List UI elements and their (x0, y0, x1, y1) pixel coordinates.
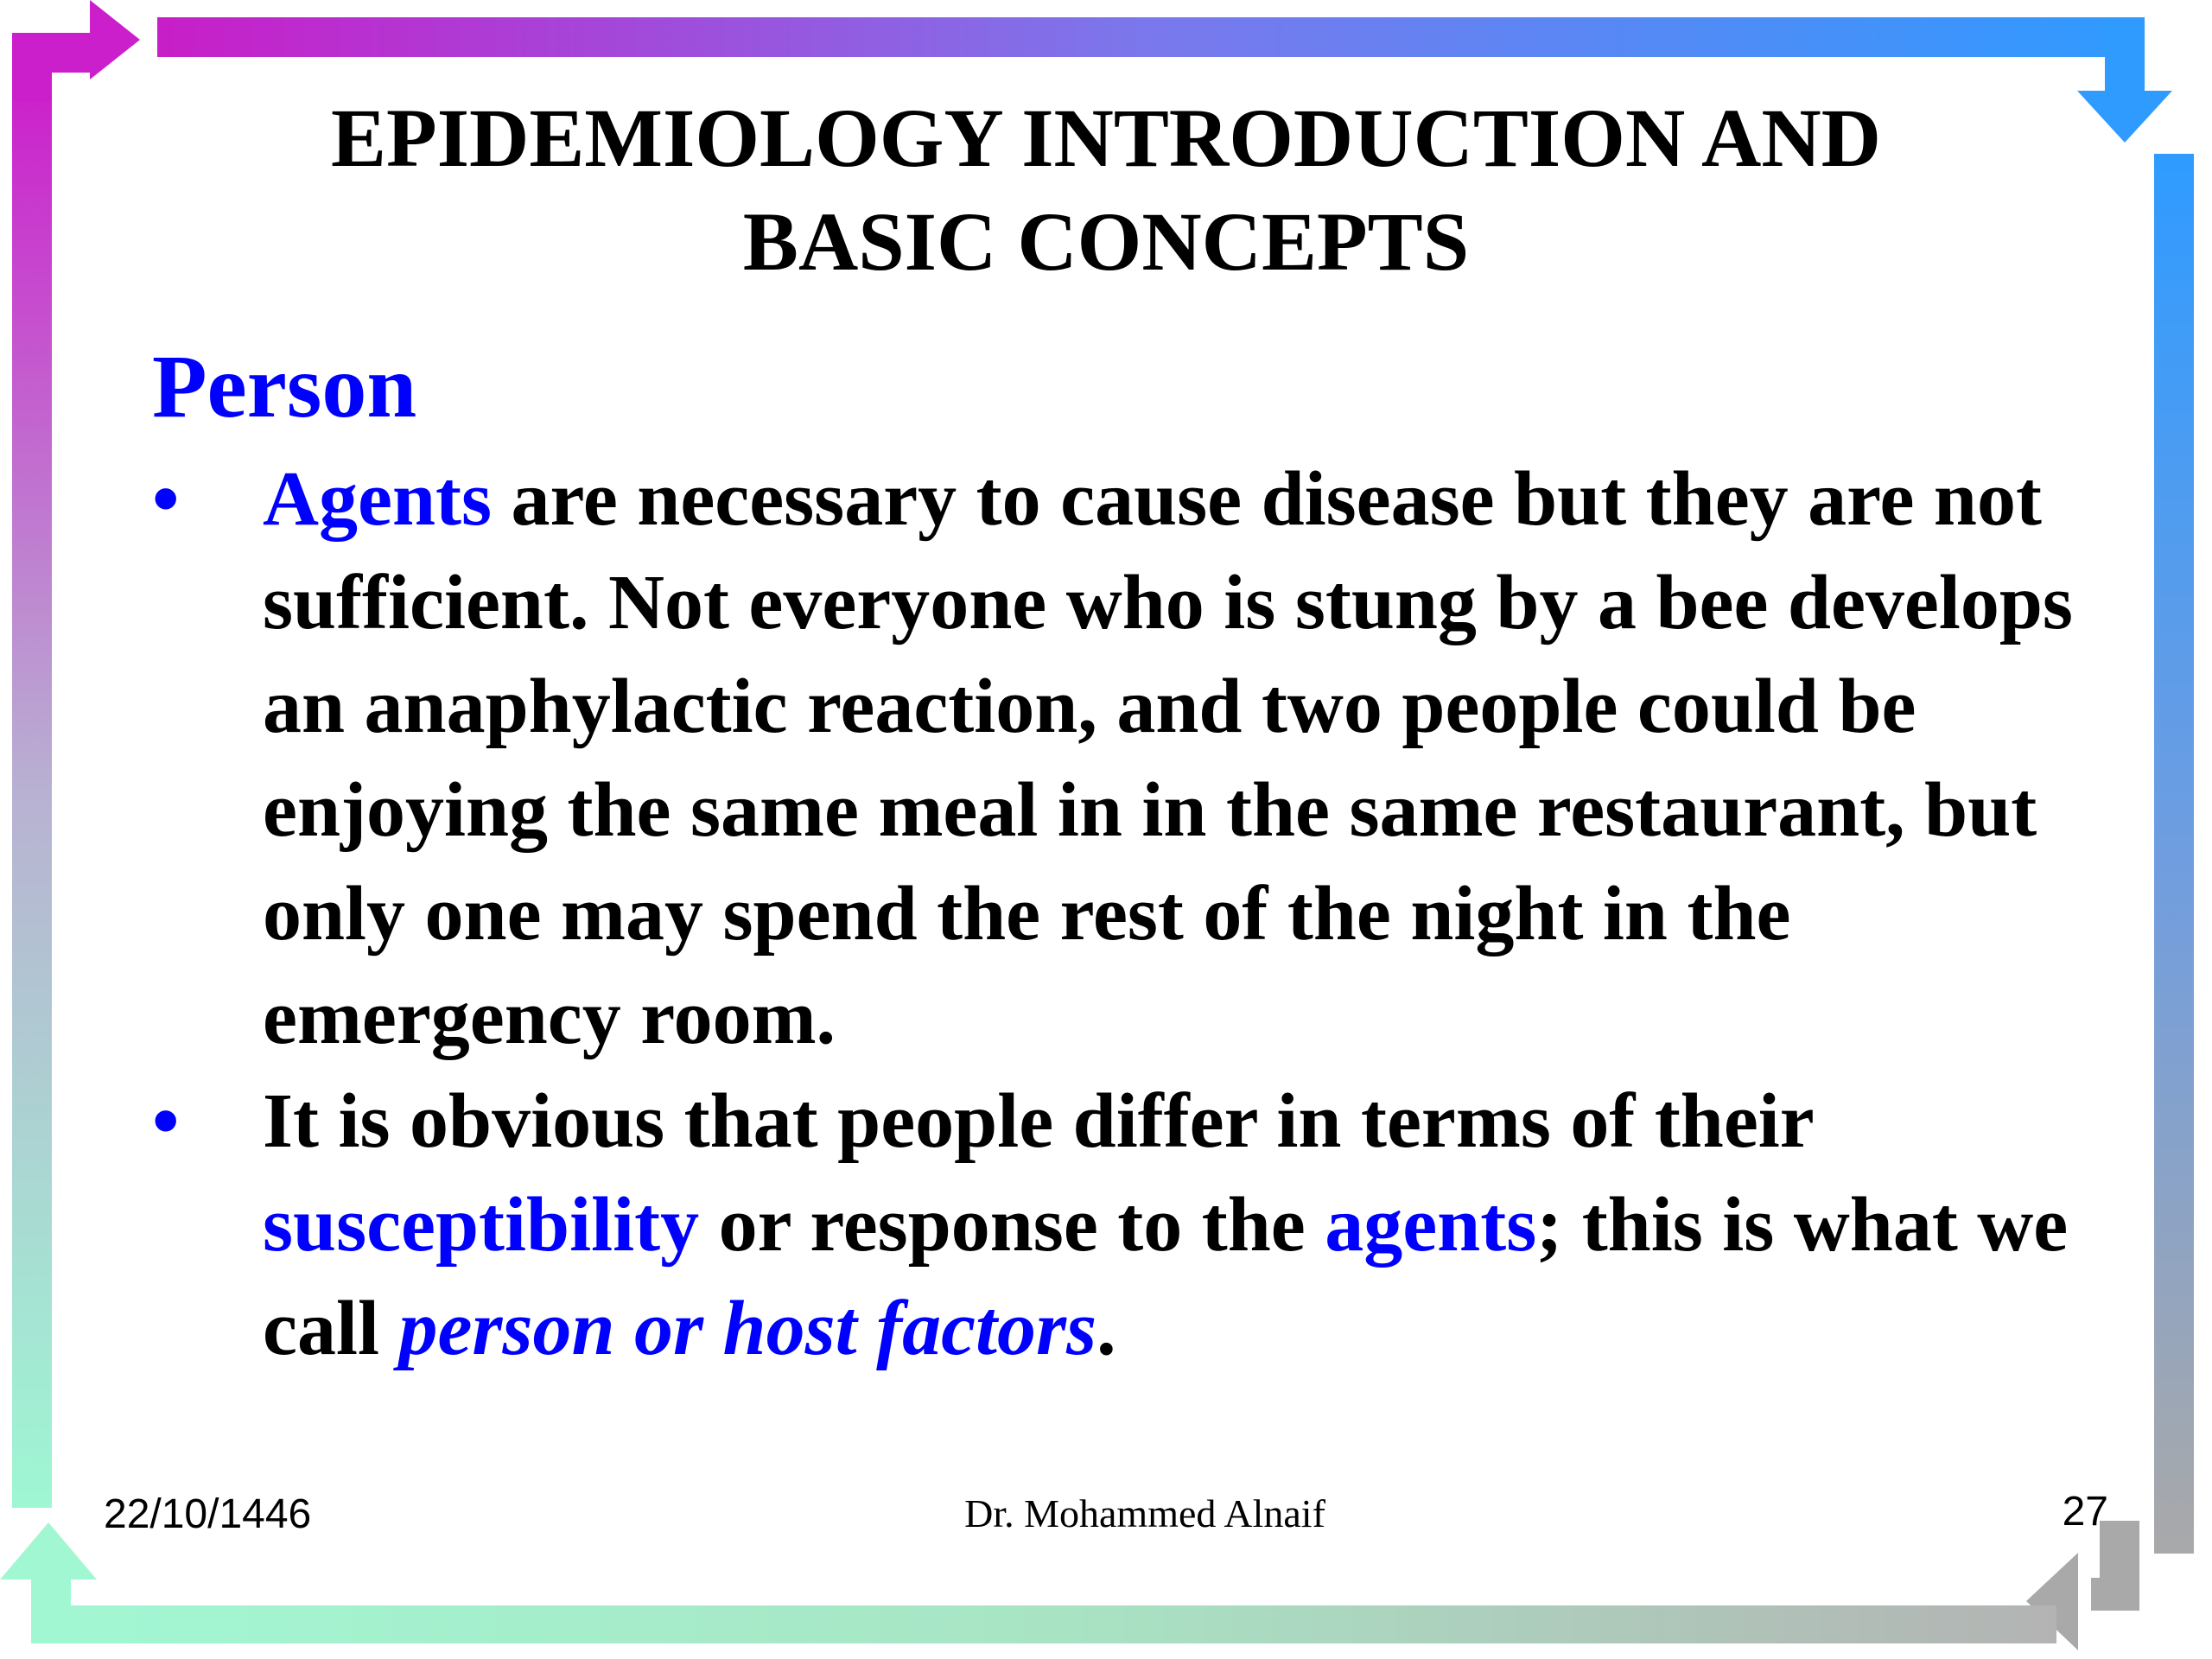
bullet-text: or response to the (699, 1182, 1325, 1268)
bullet-text: are necessary to cause disease but they are not sufficient. Not everyone who is stung by a bee develops an anaphylactic reaction, and two people could be enjoying the same meal in in the same restaurant, but only one may spend the rest of the night in the emergency room. (263, 456, 2073, 1060)
slide-title (130, 86, 2082, 294)
footer-page-number: 27 (2062, 1489, 2108, 1535)
highlight-agents: Agents (263, 456, 492, 542)
bullet-text: . (1096, 1286, 1116, 1371)
bullet-marker: • (152, 456, 180, 542)
bullet-list (152, 448, 2139, 1381)
bullet-text: ; this is what we call (263, 1182, 2069, 1371)
section-heading: Person (152, 337, 417, 436)
highlight-agents: agents (1325, 1182, 1537, 1268)
arrow-right-icon (90, 0, 140, 79)
highlight-host-factors: person or host factors (398, 1286, 1097, 1371)
bullet-item-host-factors (152, 1070, 2139, 1381)
footer-date: 22/10/1446 (104, 1491, 312, 1537)
slide-title-line2: BASIC CONCEPTS (742, 195, 1470, 288)
footer-author: Dr. Mohammed Alnaif (964, 1491, 1325, 1535)
bullet-text: It is obvious that people differ in terms of their (263, 1078, 1814, 1164)
arrow-up-icon (0, 1522, 97, 1580)
arrow-down-icon (2077, 91, 2172, 143)
bullet-item-agents (152, 448, 2139, 1070)
slide-title-line1: EPIDEMIOLOGY INTRODUCTION AND (331, 92, 1881, 184)
bullet-marker: • (152, 1078, 180, 1164)
highlight-susceptibility: susceptibility (263, 1182, 700, 1268)
